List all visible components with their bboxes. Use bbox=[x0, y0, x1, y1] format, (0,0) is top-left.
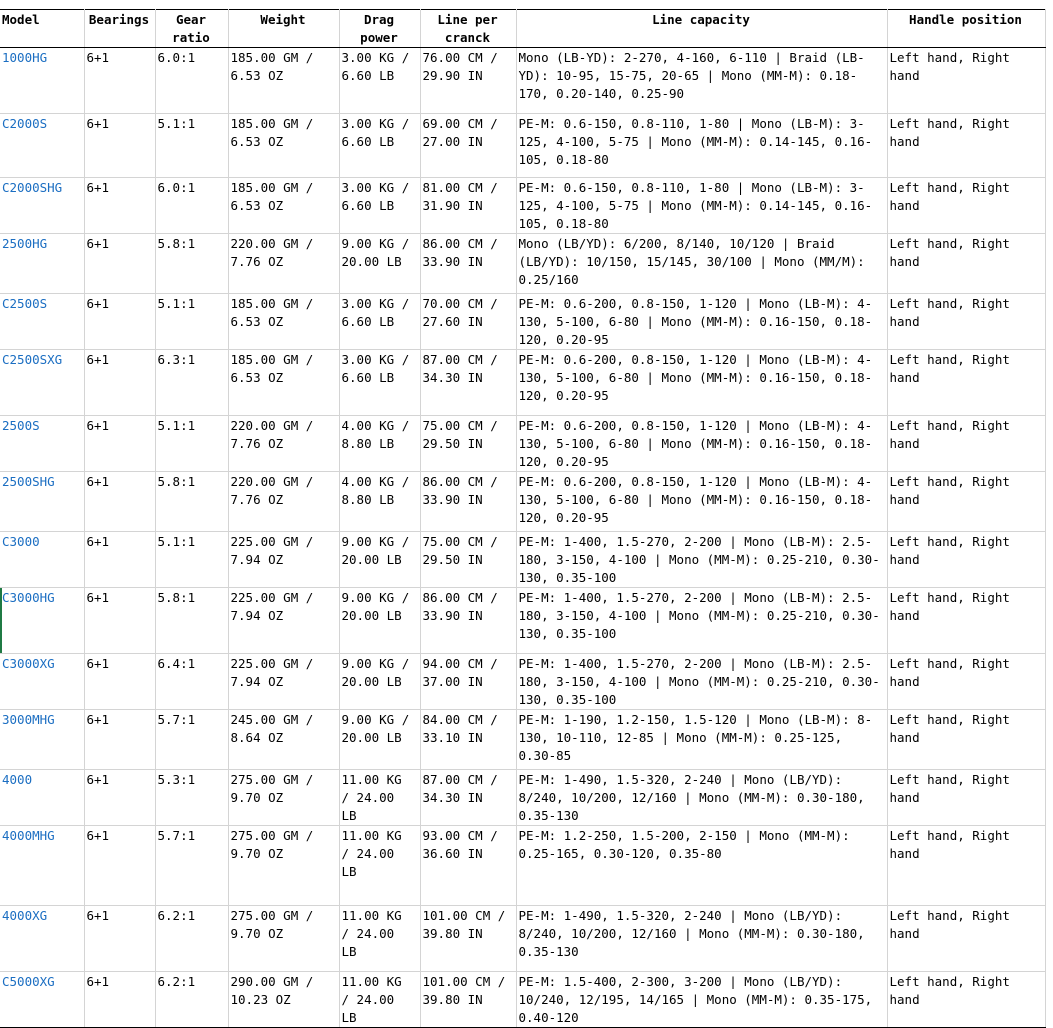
cell-line-capacity-text: Mono (LB/YD): 6/200, 8/140, 10/120 | Braid (LB/YD): 10/150, 15/145, 30/100 | Mono (MM/M): 0.25/160 bbox=[518, 236, 865, 287]
header-row bbox=[0, 10, 1045, 48]
cell-drag-power-text: 9.00 KG / 20.00 LB bbox=[341, 534, 410, 567]
cell-handle-position-text: Left hand, Right hand bbox=[889, 590, 1010, 623]
table-row bbox=[0, 826, 1045, 906]
cell-weight[interactable] bbox=[228, 532, 339, 588]
cell-line-capacity-text: PE-M: 0.6-200, 0.8-150, 1-120 | Mono (LB-M): 4-130, 5-100, 6-80 | Mono (MM-M): 0.16-150, 0.18-120, 0.20-95 bbox=[518, 474, 873, 525]
cell-line-per-crank-text: 94.00 CM / 37.00 IN bbox=[422, 656, 498, 689]
cell-handle-position-text: Left hand, Right hand bbox=[889, 534, 1010, 567]
cell-drag-power-text: 9.00 KG / 20.00 LB bbox=[341, 236, 410, 269]
cell-gear-ratio[interactable] bbox=[155, 416, 228, 472]
cell-gear-ratio-text: 5.8:1 bbox=[157, 236, 196, 251]
cell-drag-power[interactable] bbox=[339, 770, 420, 826]
cell-weight-text: 185.00 GM / 6.53 OZ bbox=[230, 116, 314, 149]
cell-handle-position[interactable] bbox=[887, 826, 1045, 906]
cell-model-text: 4000XG bbox=[2, 908, 48, 923]
cell-drag-power[interactable] bbox=[339, 48, 420, 114]
cell-model[interactable] bbox=[0, 770, 84, 826]
cell-bearings-text: 6+1 bbox=[86, 712, 110, 727]
cell-handle-position[interactable] bbox=[887, 114, 1045, 178]
cell-drag-power-text: 4.00 KG / 8.80 LB bbox=[341, 474, 410, 507]
cell-model[interactable] bbox=[0, 294, 84, 350]
cell-bearings[interactable] bbox=[84, 416, 155, 472]
cell-line-per-crank[interactable] bbox=[420, 114, 516, 178]
cell-line-capacity-text: PE-M: 0.6-150, 0.8-110, 1-80 | Mono (LB-M): 3-125, 4-100, 5-75 | Mono (MM-M): 0.14-145, 0.16-105, 0.18-80 bbox=[518, 180, 873, 231]
cell-gear-ratio[interactable] bbox=[155, 906, 228, 972]
cell-line-capacity[interactable] bbox=[516, 472, 887, 532]
cell-bearings-text: 6+1 bbox=[86, 908, 110, 923]
cell-gear-ratio-text: 5.7:1 bbox=[157, 712, 196, 727]
cell-model[interactable] bbox=[0, 234, 84, 294]
cell-model-text: C2000S bbox=[2, 116, 48, 131]
cell-drag-power[interactable] bbox=[339, 532, 420, 588]
table-row bbox=[0, 350, 1045, 416]
cell-handle-position-text: Left hand, Right hand bbox=[889, 180, 1010, 213]
cell-line-per-crank-text: 93.00 CM / 36.60 IN bbox=[422, 828, 498, 861]
cell-model-text: C2500SXG bbox=[2, 352, 63, 367]
cell-handle-position[interactable] bbox=[887, 588, 1045, 654]
cell-line-per-crank-text: 81.00 CM / 31.90 IN bbox=[422, 180, 498, 213]
cell-handle-position[interactable] bbox=[887, 906, 1045, 972]
cell-handle-position[interactable] bbox=[887, 350, 1045, 416]
cell-line-per-crank[interactable] bbox=[420, 350, 516, 416]
cell-line-per-crank[interactable] bbox=[420, 906, 516, 972]
cell-line-capacity-text: PE-M: 1-400, 1.5-270, 2-200 | Mono (LB-M): 2.5-180, 3-150, 4-100 | Mono (MM-M): 0.25-210, 0.30-130, 0.35-100 bbox=[518, 534, 880, 585]
cell-line-capacity-text: PE-M: 1-190, 1.2-150, 1.5-120 | Mono (LB-M): 8-130, 10-110, 12-85 | Mono (MM-M): 0.25-125, 0.30-85 bbox=[518, 712, 873, 763]
cell-drag-power-text: 9.00 KG / 20.00 LB bbox=[341, 656, 410, 689]
cell-weight[interactable] bbox=[228, 114, 339, 178]
table-row bbox=[0, 294, 1045, 350]
cell-handle-position-text: Left hand, Right hand bbox=[889, 656, 1010, 689]
cell-line-capacity[interactable] bbox=[516, 178, 887, 234]
cell-model[interactable] bbox=[0, 588, 84, 654]
cell-gear-ratio-text: 5.1:1 bbox=[157, 116, 196, 131]
cell-drag-power[interactable] bbox=[339, 350, 420, 416]
cell-weight-text: 225.00 GM / 7.94 OZ bbox=[230, 534, 314, 567]
cell-drag-power[interactable] bbox=[339, 472, 420, 532]
cell-bearings[interactable] bbox=[84, 350, 155, 416]
cell-bearings[interactable] bbox=[84, 906, 155, 972]
cell-line-per-crank[interactable] bbox=[420, 654, 516, 710]
cell-drag-power-text: 9.00 KG / 20.00 LB bbox=[341, 712, 410, 745]
cell-model-text: C3000HG bbox=[2, 590, 55, 605]
header-line-capacity[interactable]: Line capacity bbox=[516, 10, 887, 48]
cell-handle-position-text: Left hand, Right hand bbox=[889, 116, 1010, 149]
reel-spec-table bbox=[0, 9, 1046, 1028]
cell-gear-ratio[interactable] bbox=[155, 48, 228, 114]
cell-drag-power[interactable] bbox=[339, 826, 420, 906]
cell-weight-text: 275.00 GM / 9.70 OZ bbox=[230, 772, 314, 805]
cell-line-capacity[interactable] bbox=[516, 654, 887, 710]
cell-gear-ratio-text: 5.8:1 bbox=[157, 590, 196, 605]
cell-gear-ratio-text: 6.0:1 bbox=[157, 180, 196, 195]
cell-weight[interactable] bbox=[228, 972, 339, 1028]
cell-bearings-text: 6+1 bbox=[86, 590, 110, 605]
table-row bbox=[0, 588, 1045, 654]
table-row bbox=[0, 654, 1045, 710]
cell-model[interactable] bbox=[0, 972, 84, 1028]
table-row bbox=[0, 48, 1045, 114]
cell-line-per-crank[interactable] bbox=[420, 770, 516, 826]
cell-gear-ratio[interactable] bbox=[155, 710, 228, 770]
cell-handle-position[interactable] bbox=[887, 234, 1045, 294]
cell-handle-position-text: Left hand, Right hand bbox=[889, 772, 1010, 805]
cell-handle-position-text: Left hand, Right hand bbox=[889, 712, 1010, 745]
cell-weight-text: 275.00 GM / 9.70 OZ bbox=[230, 908, 314, 941]
cell-drag-power-text: 3.00 KG / 6.60 LB bbox=[341, 50, 410, 83]
cell-bearings[interactable] bbox=[84, 826, 155, 906]
cell-bearings[interactable] bbox=[84, 472, 155, 532]
cell-model-text: 4000 bbox=[2, 772, 33, 787]
table-row bbox=[0, 178, 1045, 234]
cell-weight[interactable] bbox=[228, 416, 339, 472]
cell-bearings-text: 6+1 bbox=[86, 116, 110, 131]
cell-line-per-crank[interactable] bbox=[420, 48, 516, 114]
cell-weight-text: 220.00 GM / 7.76 OZ bbox=[230, 236, 314, 269]
cell-gear-ratio[interactable] bbox=[155, 472, 228, 532]
table-row bbox=[0, 416, 1045, 472]
cell-line-capacity-text: PE-M: 0.6-150, 0.8-110, 1-80 | Mono (LB-M): 3-125, 4-100, 5-75 | Mono (MM-M): 0.14-145, 0.16-105, 0.18-80 bbox=[518, 116, 873, 167]
cell-line-capacity[interactable] bbox=[516, 532, 887, 588]
cell-handle-position[interactable] bbox=[887, 972, 1045, 1028]
cell-line-capacity-text: PE-M: 1.2-250, 1.5-200, 2-150 | Mono (MM-M): 0.25-165, 0.30-120, 0.35-80 bbox=[518, 828, 850, 861]
cell-line-capacity[interactable] bbox=[516, 234, 887, 294]
cell-line-capacity-text: Mono (LB-YD): 2-270, 4-160, 6-110 | Braid (LB-YD): 10-95, 15-75, 20-65 | Mono (MM-M): 0.18-170, 0.20-140, 0.25-90 bbox=[518, 50, 865, 101]
cell-line-capacity[interactable] bbox=[516, 826, 887, 906]
cell-line-per-crank[interactable] bbox=[420, 294, 516, 350]
cell-line-capacity-text: PE-M: 0.6-200, 0.8-150, 1-120 | Mono (LB-M): 4-130, 5-100, 6-80 | Mono (MM-M): 0.16-150, 0.18-120, 0.20-95 bbox=[518, 418, 873, 469]
cell-model[interactable] bbox=[0, 710, 84, 770]
cell-weight-text: 245.00 GM / 8.64 OZ bbox=[230, 712, 314, 745]
cell-line-capacity[interactable] bbox=[516, 114, 887, 178]
cell-weight[interactable] bbox=[228, 350, 339, 416]
cell-weight-text: 185.00 GM / 6.53 OZ bbox=[230, 50, 314, 83]
cell-drag-power-text: 11.00 KG / 24.00 LB bbox=[341, 908, 402, 959]
cell-handle-position[interactable] bbox=[887, 48, 1045, 114]
cell-drag-power[interactable] bbox=[339, 416, 420, 472]
cell-line-per-crank-text: 69.00 CM / 27.00 IN bbox=[422, 116, 498, 149]
cell-model[interactable] bbox=[0, 532, 84, 588]
cell-line-per-crank[interactable] bbox=[420, 178, 516, 234]
header-line-per-crank[interactable]: Line per cranck bbox=[420, 10, 516, 48]
cell-handle-position-text: Left hand, Right hand bbox=[889, 352, 1010, 385]
cell-drag-power-text: 11.00 KG / 24.00 LB bbox=[341, 974, 402, 1025]
cell-drag-power[interactable] bbox=[339, 294, 420, 350]
cell-weight-text: 185.00 GM / 6.53 OZ bbox=[230, 296, 314, 329]
cell-weight-text: 220.00 GM / 7.76 OZ bbox=[230, 474, 314, 507]
cell-weight[interactable] bbox=[228, 654, 339, 710]
cell-gear-ratio[interactable] bbox=[155, 826, 228, 906]
cell-bearings[interactable] bbox=[84, 710, 155, 770]
cell-gear-ratio-text: 5.8:1 bbox=[157, 474, 196, 489]
cell-handle-position-text: Left hand, Right hand bbox=[889, 50, 1010, 83]
cell-gear-ratio-text: 5.3:1 bbox=[157, 772, 196, 787]
cell-bearings[interactable] bbox=[84, 294, 155, 350]
header-gear-ratio[interactable]: Gear ratio bbox=[155, 10, 228, 48]
cell-model[interactable] bbox=[0, 350, 84, 416]
cell-handle-position-text: Left hand, Right hand bbox=[889, 474, 1010, 507]
cell-line-per-crank-text: 101.00 CM / 39.80 IN bbox=[422, 908, 506, 941]
cell-bearings-text: 6+1 bbox=[86, 418, 110, 433]
cell-model[interactable] bbox=[0, 48, 84, 114]
cell-handle-position-text: Left hand, Right hand bbox=[889, 296, 1010, 329]
cell-drag-power-text: 4.00 KG / 8.80 LB bbox=[341, 418, 410, 451]
cell-handle-position-text: Left hand, Right hand bbox=[889, 418, 1010, 451]
cell-weight[interactable] bbox=[228, 770, 339, 826]
header-weight[interactable]: Weight bbox=[228, 10, 339, 48]
table-row bbox=[0, 532, 1045, 588]
cell-bearings[interactable] bbox=[84, 48, 155, 114]
cell-gear-ratio-text: 6.3:1 bbox=[157, 352, 196, 367]
cell-handle-position-text: Left hand, Right hand bbox=[889, 236, 1010, 269]
cell-model[interactable] bbox=[0, 178, 84, 234]
cell-line-per-crank-text: 101.00 CM / 39.80 IN bbox=[422, 974, 506, 1007]
cell-handle-position-text: Left hand, Right hand bbox=[889, 908, 1010, 941]
cell-line-per-crank-text: 75.00 CM / 29.50 IN bbox=[422, 534, 498, 567]
cell-bearings-text: 6+1 bbox=[86, 352, 110, 367]
cell-line-per-crank[interactable] bbox=[420, 472, 516, 532]
cell-weight[interactable] bbox=[228, 826, 339, 906]
cell-line-capacity[interactable] bbox=[516, 294, 887, 350]
cell-line-per-crank-text: 87.00 CM / 34.30 IN bbox=[422, 772, 498, 805]
cell-handle-position[interactable] bbox=[887, 416, 1045, 472]
cell-line-per-crank[interactable] bbox=[420, 710, 516, 770]
cell-bearings-text: 6+1 bbox=[86, 534, 110, 549]
cell-drag-power[interactable] bbox=[339, 114, 420, 178]
cell-gear-ratio-text: 6.2:1 bbox=[157, 908, 196, 923]
cell-model-text: 2500HG bbox=[2, 236, 48, 251]
cell-model[interactable] bbox=[0, 654, 84, 710]
cell-line-per-crank[interactable] bbox=[420, 532, 516, 588]
table-row bbox=[0, 972, 1045, 1028]
cell-line-per-crank[interactable] bbox=[420, 234, 516, 294]
cell-gear-ratio[interactable] bbox=[155, 294, 228, 350]
cell-line-capacity-text: PE-M: 1-490, 1.5-320, 2-240 | Mono (LB/YD): 8/240, 10/200, 12/160 | Mono (MM-M): 0.30-180, 0.35-130 bbox=[518, 772, 865, 823]
cell-handle-position[interactable] bbox=[887, 532, 1045, 588]
cell-line-capacity[interactable] bbox=[516, 770, 887, 826]
cell-weight-text: 275.00 GM / 9.70 OZ bbox=[230, 828, 314, 861]
cell-line-capacity-text: PE-M: 1-490, 1.5-320, 2-240 | Mono (LB/YD): 8/240, 10/200, 12/160 | Mono (MM-M): 0.30-180, 0.35-130 bbox=[518, 908, 865, 959]
cell-handle-position[interactable] bbox=[887, 294, 1045, 350]
cell-bearings-text: 6+1 bbox=[86, 296, 110, 311]
cell-handle-position[interactable] bbox=[887, 654, 1045, 710]
cell-model[interactable] bbox=[0, 906, 84, 972]
cell-weight[interactable] bbox=[228, 234, 339, 294]
cell-weight[interactable] bbox=[228, 906, 339, 972]
cell-weight-text: 185.00 GM / 6.53 OZ bbox=[230, 352, 314, 385]
cell-weight-text: 225.00 GM / 7.94 OZ bbox=[230, 656, 314, 689]
cell-model-text: C2500S bbox=[2, 296, 48, 311]
cell-bearings-text: 6+1 bbox=[86, 974, 110, 989]
table-row bbox=[0, 710, 1045, 770]
cell-handle-position[interactable] bbox=[887, 472, 1045, 532]
cell-line-capacity[interactable] bbox=[516, 710, 887, 770]
cell-bearings-text: 6+1 bbox=[86, 180, 110, 195]
cell-handle-position-text: Left hand, Right hand bbox=[889, 974, 1010, 1007]
cell-line-per-crank-text: 86.00 CM / 33.90 IN bbox=[422, 236, 498, 269]
cell-bearings-text: 6+1 bbox=[86, 656, 110, 671]
cell-line-capacity-text: PE-M: 0.6-200, 0.8-150, 1-120 | Mono (LB-M): 4-130, 5-100, 6-80 | Mono (MM-M): 0.16-150, 0.18-120, 0.20-95 bbox=[518, 352, 873, 403]
header-model[interactable]: Model bbox=[0, 10, 84, 48]
cell-line-capacity[interactable] bbox=[516, 416, 887, 472]
cell-drag-power-text: 11.00 KG / 24.00 LB bbox=[341, 828, 402, 879]
cell-line-capacity-text: PE-M: 0.6-200, 0.8-150, 1-120 | Mono (LB-M): 4-130, 5-100, 6-80 | Mono (MM-M): 0.16-150, 0.18-120, 0.20-95 bbox=[518, 296, 873, 347]
cell-handle-position[interactable] bbox=[887, 178, 1045, 234]
cell-gear-ratio[interactable] bbox=[155, 532, 228, 588]
header-drag-power[interactable]: Drag power bbox=[339, 10, 420, 48]
cell-weight[interactable] bbox=[228, 710, 339, 770]
header-bearings[interactable]: Bearings bbox=[84, 10, 155, 48]
cell-model-text: 2500SHG bbox=[2, 474, 55, 489]
cell-drag-power[interactable] bbox=[339, 906, 420, 972]
cell-bearings[interactable] bbox=[84, 588, 155, 654]
cell-model[interactable] bbox=[0, 472, 84, 532]
cell-drag-power[interactable] bbox=[339, 972, 420, 1028]
cell-gear-ratio-text: 5.1:1 bbox=[157, 418, 196, 433]
spec-sheet bbox=[0, 9, 1046, 1028]
cell-line-per-crank-text: 84.00 CM / 33.10 IN bbox=[422, 712, 498, 745]
cell-model[interactable] bbox=[0, 416, 84, 472]
cell-model-text: 2500S bbox=[2, 418, 40, 433]
cell-bearings-text: 6+1 bbox=[86, 828, 110, 843]
cell-line-capacity[interactable] bbox=[516, 906, 887, 972]
cell-gear-ratio[interactable] bbox=[155, 972, 228, 1028]
cell-weight-text: 220.00 GM / 7.76 OZ bbox=[230, 418, 314, 451]
cell-drag-power-text: 11.00 KG / 24.00 LB bbox=[341, 772, 402, 823]
cell-weight-text: 185.00 GM / 6.53 OZ bbox=[230, 180, 314, 213]
cell-model-text: C5000XG bbox=[2, 974, 55, 989]
cell-drag-power[interactable] bbox=[339, 234, 420, 294]
table-row bbox=[0, 472, 1045, 532]
cell-line-per-crank[interactable] bbox=[420, 416, 516, 472]
cell-gear-ratio[interactable] bbox=[155, 654, 228, 710]
cell-gear-ratio[interactable] bbox=[155, 234, 228, 294]
cell-weight[interactable] bbox=[228, 472, 339, 532]
cell-model[interactable] bbox=[0, 826, 84, 906]
cell-line-capacity-text: PE-M: 1-400, 1.5-270, 2-200 | Mono (LB-M): 2.5-180, 3-150, 4-100 | Mono (MM-M): 0.25-210, 0.30-130, 0.35-100 bbox=[518, 590, 880, 641]
cell-model-text: C3000 bbox=[2, 534, 40, 549]
cell-gear-ratio-text: 6.4:1 bbox=[157, 656, 196, 671]
cell-weight[interactable] bbox=[228, 178, 339, 234]
cell-line-per-crank-text: 76.00 CM / 29.90 IN bbox=[422, 50, 498, 83]
cell-weight-text: 225.00 GM / 7.94 OZ bbox=[230, 590, 314, 623]
cell-bearings-text: 6+1 bbox=[86, 50, 110, 65]
cell-gear-ratio-text: 6.0:1 bbox=[157, 50, 196, 65]
cell-bearings[interactable] bbox=[84, 114, 155, 178]
cell-gear-ratio-text: 5.7:1 bbox=[157, 828, 196, 843]
cell-weight[interactable] bbox=[228, 48, 339, 114]
cell-gear-ratio-text: 5.1:1 bbox=[157, 534, 196, 549]
cell-drag-power-text: 9.00 KG / 20.00 LB bbox=[341, 590, 410, 623]
cell-drag-power-text: 3.00 KG / 6.60 LB bbox=[341, 352, 410, 385]
cell-drag-power[interactable] bbox=[339, 710, 420, 770]
cell-model-text: 3000MHG bbox=[2, 712, 55, 727]
cell-line-capacity[interactable] bbox=[516, 48, 887, 114]
cell-line-capacity[interactable] bbox=[516, 350, 887, 416]
cell-line-per-crank-text: 86.00 CM / 33.90 IN bbox=[422, 474, 498, 507]
cell-model-text: C2000SHG bbox=[2, 180, 63, 195]
cell-gear-ratio[interactable] bbox=[155, 588, 228, 654]
cell-model-text: 4000MHG bbox=[2, 828, 55, 843]
cell-line-per-crank-text: 70.00 CM / 27.60 IN bbox=[422, 296, 498, 329]
table-row bbox=[0, 114, 1045, 178]
cell-drag-power-text: 3.00 KG / 6.60 LB bbox=[341, 116, 410, 149]
cell-line-capacity[interactable] bbox=[516, 972, 887, 1028]
cell-line-per-crank-text: 75.00 CM / 29.50 IN bbox=[422, 418, 498, 451]
cell-bearings[interactable] bbox=[84, 654, 155, 710]
cell-line-per-crank[interactable] bbox=[420, 588, 516, 654]
cell-drag-power-text: 3.00 KG / 6.60 LB bbox=[341, 180, 410, 213]
cell-handle-position[interactable] bbox=[887, 710, 1045, 770]
cell-bearings-text: 6+1 bbox=[86, 474, 110, 489]
cell-bearings[interactable] bbox=[84, 770, 155, 826]
cell-weight[interactable] bbox=[228, 294, 339, 350]
cell-handle-position-text: Left hand, Right hand bbox=[889, 828, 1010, 861]
cell-line-per-crank-text: 86.00 CM / 33.90 IN bbox=[422, 590, 498, 623]
cell-gear-ratio-text: 5.1:1 bbox=[157, 296, 196, 311]
cell-line-per-crank[interactable] bbox=[420, 826, 516, 906]
cell-bearings[interactable] bbox=[84, 532, 155, 588]
cell-line-per-crank[interactable] bbox=[420, 972, 516, 1028]
cell-gear-ratio[interactable] bbox=[155, 350, 228, 416]
cell-line-capacity-text: PE-M: 1-400, 1.5-270, 2-200 | Mono (LB-M): 2.5-180, 3-150, 4-100 | Mono (MM-M): 0.25-210, 0.30-130, 0.35-100 bbox=[518, 656, 880, 707]
cell-gear-ratio[interactable] bbox=[155, 770, 228, 826]
cell-line-per-crank-text: 87.00 CM / 34.30 IN bbox=[422, 352, 498, 385]
table-row bbox=[0, 770, 1045, 826]
cell-gear-ratio[interactable] bbox=[155, 114, 228, 178]
table-row bbox=[0, 234, 1045, 294]
cell-gear-ratio-text: 6.2:1 bbox=[157, 974, 196, 989]
header-handle-position[interactable]: Handle position bbox=[887, 10, 1045, 48]
cell-drag-power[interactable] bbox=[339, 588, 420, 654]
cell-handle-position[interactable] bbox=[887, 770, 1045, 826]
cell-bearings[interactable] bbox=[84, 234, 155, 294]
cell-drag-power[interactable] bbox=[339, 654, 420, 710]
table-row bbox=[0, 906, 1045, 972]
cell-bearings[interactable] bbox=[84, 178, 155, 234]
cell-drag-power-text: 3.00 KG / 6.60 LB bbox=[341, 296, 410, 329]
cell-bearings-text: 6+1 bbox=[86, 236, 110, 251]
cell-drag-power[interactable] bbox=[339, 178, 420, 234]
cell-model-text: C3000XG bbox=[2, 656, 55, 671]
cell-bearings[interactable] bbox=[84, 972, 155, 1028]
cell-model-text: 1000HG bbox=[2, 50, 48, 65]
cell-weight-text: 290.00 GM / 10.23 OZ bbox=[230, 974, 314, 1007]
cell-line-capacity[interactable] bbox=[516, 588, 887, 654]
cell-gear-ratio[interactable] bbox=[155, 178, 228, 234]
cell-model[interactable] bbox=[0, 114, 84, 178]
cell-bearings-text: 6+1 bbox=[86, 772, 110, 787]
cell-weight[interactable] bbox=[228, 588, 339, 654]
cell-line-capacity-text: PE-M: 1.5-400, 2-300, 3-200 | Mono (LB/YD): 10/240, 12/195, 14/165 | Mono (MM-M): 0.35-175, 0.40-120 bbox=[518, 974, 873, 1025]
